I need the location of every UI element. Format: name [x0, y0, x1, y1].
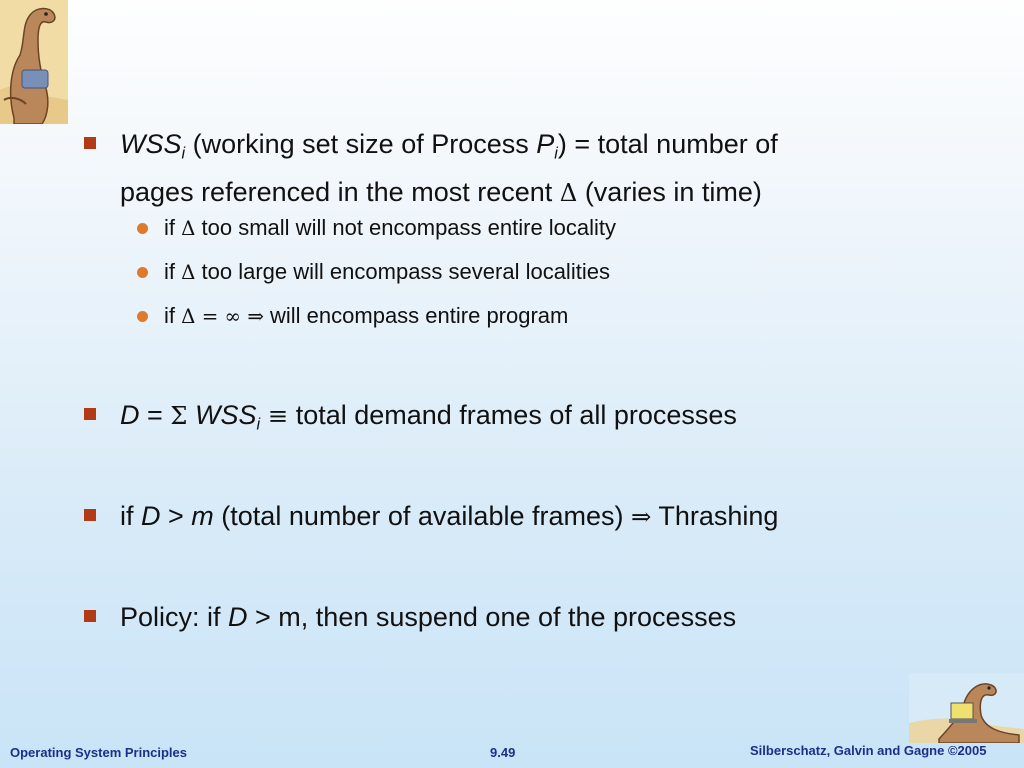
subscript-i: i	[554, 144, 558, 163]
sub-bullet-too-small	[164, 213, 864, 244]
m-variable: m	[191, 501, 214, 531]
implies-symbol: ⇒	[630, 502, 652, 531]
wss-text-end: ) = total number of	[557, 129, 778, 159]
footer-slide-number: 9.49	[490, 745, 516, 760]
square-bullet-icon	[84, 610, 96, 622]
square-bullet-icon	[84, 137, 96, 149]
wss-text: (working set size of Process	[185, 129, 537, 159]
policy-text-end: > m, then suspend one of the processes	[247, 602, 737, 632]
dinosaur-logo-icon	[0, 0, 68, 124]
delta-infinity-implies-symbol: Δ = ∞ ⇒	[181, 305, 264, 328]
equals-sign: =	[139, 400, 171, 430]
d-variable: D	[120, 400, 140, 430]
wss-line2-text: pages referenced in the most recent	[120, 176, 560, 207]
process-p: P	[536, 129, 555, 159]
dinosaur-laptop-logo-icon	[909, 673, 1024, 743]
sub-bullet-text: will encompass entire program	[263, 303, 569, 328]
sub-bullet-text: too small will not encompass entire locality	[195, 215, 617, 240]
round-bullet-icon	[137, 267, 148, 278]
footer-course-title: Operating System Principles	[10, 745, 188, 760]
subscript-i: i	[181, 144, 186, 163]
bullet-wss-definition	[120, 125, 920, 212]
wss-line2-end: (varies in time)	[577, 176, 762, 207]
policy-text: Policy: if	[120, 602, 229, 632]
sub-bullet-prefix: if	[164, 259, 182, 284]
sub-bullet-text: too large will encompass several localities	[195, 259, 610, 284]
sub-bullet-prefix: if	[164, 303, 182, 328]
footer-copyright: Silberschatz, Galvin and Gagne ©2005	[750, 743, 987, 758]
available-frames-text: (total number of available frames)	[213, 501, 631, 531]
if-text: if	[120, 501, 142, 531]
round-bullet-icon	[137, 223, 148, 234]
thrashing-text: Thrashing	[651, 501, 779, 531]
bullet-demand-frames	[120, 396, 920, 444]
sigma-symbol: Σ	[170, 401, 188, 430]
bullet-policy	[120, 598, 920, 636]
square-bullet-icon	[84, 509, 96, 521]
delta-symbol: Δ	[181, 261, 196, 284]
delta-symbol: Δ	[559, 177, 578, 207]
round-bullet-icon	[137, 311, 148, 322]
d-variable: D	[141, 501, 161, 531]
sub-bullet-prefix: if	[164, 215, 182, 240]
demand-text: total demand frames of all processes	[288, 400, 737, 430]
d-variable: D	[228, 602, 248, 632]
greater-than: >	[160, 501, 192, 531]
subscript-i: i	[256, 415, 261, 434]
equiv-symbol: ≡	[260, 401, 289, 430]
delta-symbol: Δ	[181, 217, 196, 240]
bullet-thrashing	[120, 497, 920, 536]
sub-bullet-infinity	[164, 301, 864, 332]
wss-term: WSS	[187, 400, 257, 430]
square-bullet-icon	[84, 408, 96, 420]
sub-bullet-too-large	[164, 257, 864, 288]
wss-term: WSS	[120, 129, 182, 159]
